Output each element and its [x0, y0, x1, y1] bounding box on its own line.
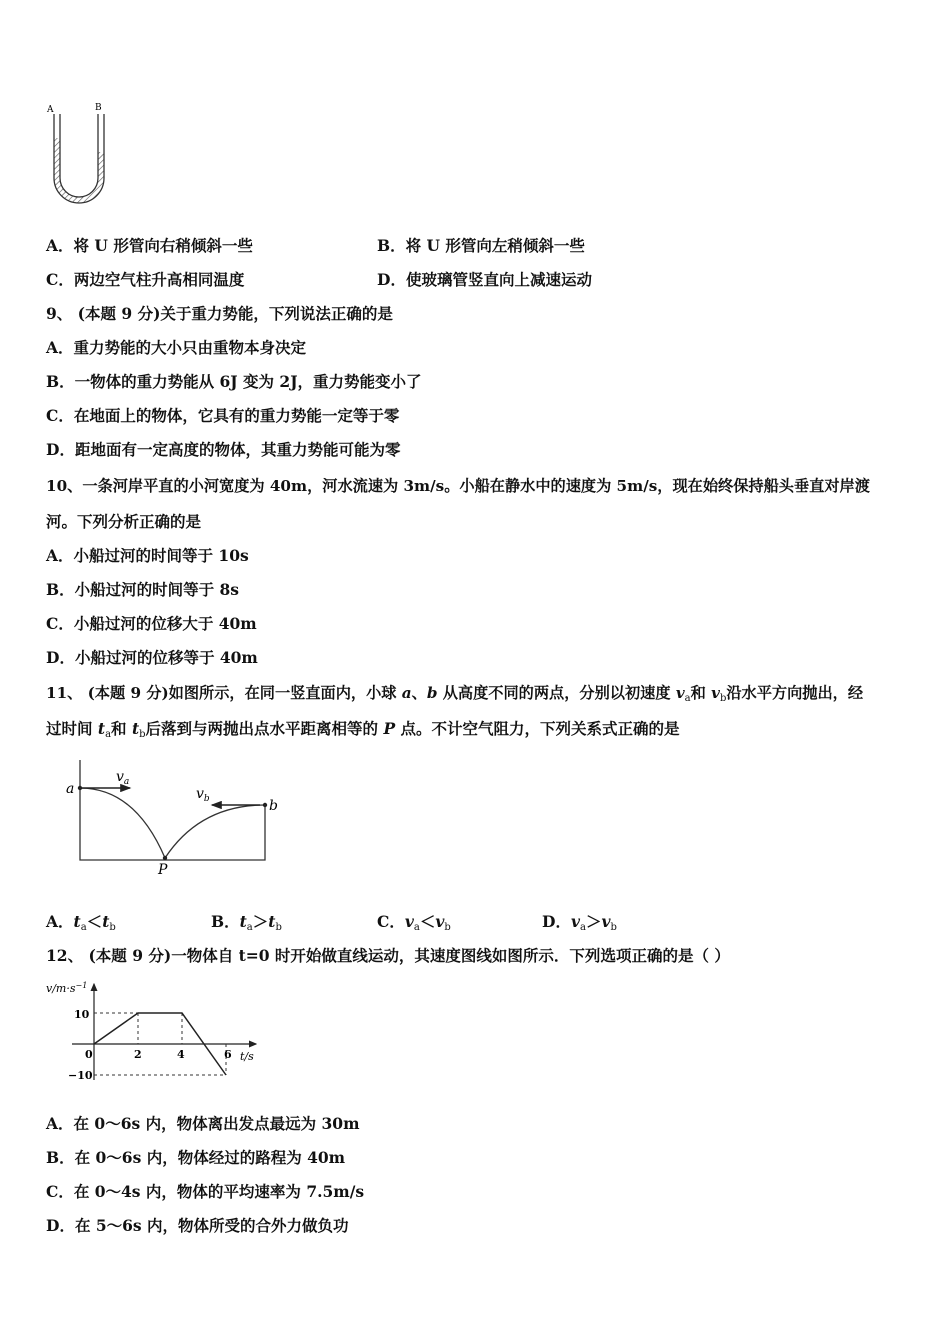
q8-option-c: C．两边空气柱升高相同温度	[46, 270, 245, 289]
q8-option-b: B．将 U 形管向左稍倾斜一些	[377, 236, 585, 255]
q10-option-b: B．小船过河的时间等于 8s	[46, 580, 240, 599]
tick-label-2: 2	[134, 1048, 142, 1061]
q11-option-b: B．$t_a>t_b$	[211, 912, 282, 933]
q12-option-b: B．在 0～6s 内，物体经过的路程为 40m	[46, 1148, 346, 1167]
q9-option-b: B．一物体的重力势能从 6J 变为 2J，重力势能变小了	[46, 372, 422, 391]
point-a	[78, 786, 82, 790]
q12-option-a: A．在 0～6s 内，物体离出发点最远为 30m	[46, 1114, 360, 1133]
q12-stem: 12、 (本题 9 分)一物体自 t=0 时开始做直线运动，其速度图线如图所示．下列选项正确的是（ ）	[46, 946, 730, 965]
q10-option-a: A．小船过河的时间等于 10s	[46, 546, 249, 565]
point-p	[163, 856, 167, 860]
label-p: P	[158, 862, 168, 878]
label-vb: $v_b$	[196, 786, 210, 804]
frame-outline	[80, 760, 265, 860]
trajectory-a	[80, 788, 165, 858]
projectile-figure	[60, 760, 280, 880]
q11-option-c: C．$v_a<v_b$	[377, 912, 451, 933]
x-axis-label: t/s	[240, 1050, 254, 1063]
q11-stem-line2: 过时间 $t_a$和 $t_b$后落到与两抛出点水平距离相等的 P 点。不计空气阻力，下列关系式正确的是	[46, 719, 680, 740]
q9-option-c: C．在地面上的物体，它具有的重力势能一定等于零	[46, 406, 400, 425]
q10-option-d: D．小船过河的位移等于 40m	[46, 648, 258, 667]
q9-stem: 9、 (本题 9 分)关于重力势能，下列说法正确的是	[46, 304, 393, 323]
label-a: a	[66, 781, 75, 797]
q11-option-d: D．$v_a>v_b$	[542, 912, 617, 933]
q12-option-c: C．在 0～4s 内，物体的平均速率为 7.5m/s	[46, 1182, 365, 1201]
q11-option-a: A．$t_a<t_b$	[46, 912, 116, 933]
velocity-time-chart	[44, 980, 274, 1085]
y-axis-label: $v/m\cdot s^{-1}$	[46, 981, 88, 995]
q10-stem-line1: 10、一条河岸平直的小河宽度为 40m，河水流速为 3m/s。小船在静水中的速度为 5m/s，现在始终保持船头垂直对岸渡	[46, 477, 870, 495]
tick-label-10: 10	[74, 1008, 90, 1021]
tick-label-0: 0	[85, 1048, 93, 1061]
tick-label-minus-10: −10	[68, 1069, 93, 1082]
q8-option-a: A．将 U 形管向右稍倾斜一些	[46, 236, 253, 255]
u-tube-figure	[44, 100, 114, 210]
q8-option-d: D．使玻璃管竖直向上减速运动	[377, 270, 592, 289]
q11-stem-line1: 11、 (本题 9 分)如图所示，在同一竖直面内，小球 a、b 从高度不同的两点，分别以初速度 $v_a$和 $v_b$沿水平方向抛出，经	[46, 684, 864, 704]
q12-option-d: D．在 5～6s 内，物体所受的合外力做负功	[46, 1216, 349, 1235]
q9-option-d: D．距地面有一定高度的物体，其重力势能可能为零	[46, 440, 401, 459]
tick-label-6: 6	[224, 1048, 232, 1061]
point-b	[263, 803, 267, 807]
q10-option-c: C．小船过河的位移大于 40m	[46, 614, 257, 633]
q9-option-a: A．重力势能的大小只由重物本身决定	[46, 338, 307, 357]
label-va: $v_a$	[116, 769, 130, 787]
q10-stem-line2: 河。下列分析正确的是	[46, 512, 202, 531]
label-b: b	[269, 798, 278, 814]
u-tube-label-a: A	[47, 105, 54, 115]
trajectory-b	[165, 805, 265, 858]
tick-label-4: 4	[177, 1048, 185, 1061]
u-tube-label-b: B	[95, 103, 102, 113]
